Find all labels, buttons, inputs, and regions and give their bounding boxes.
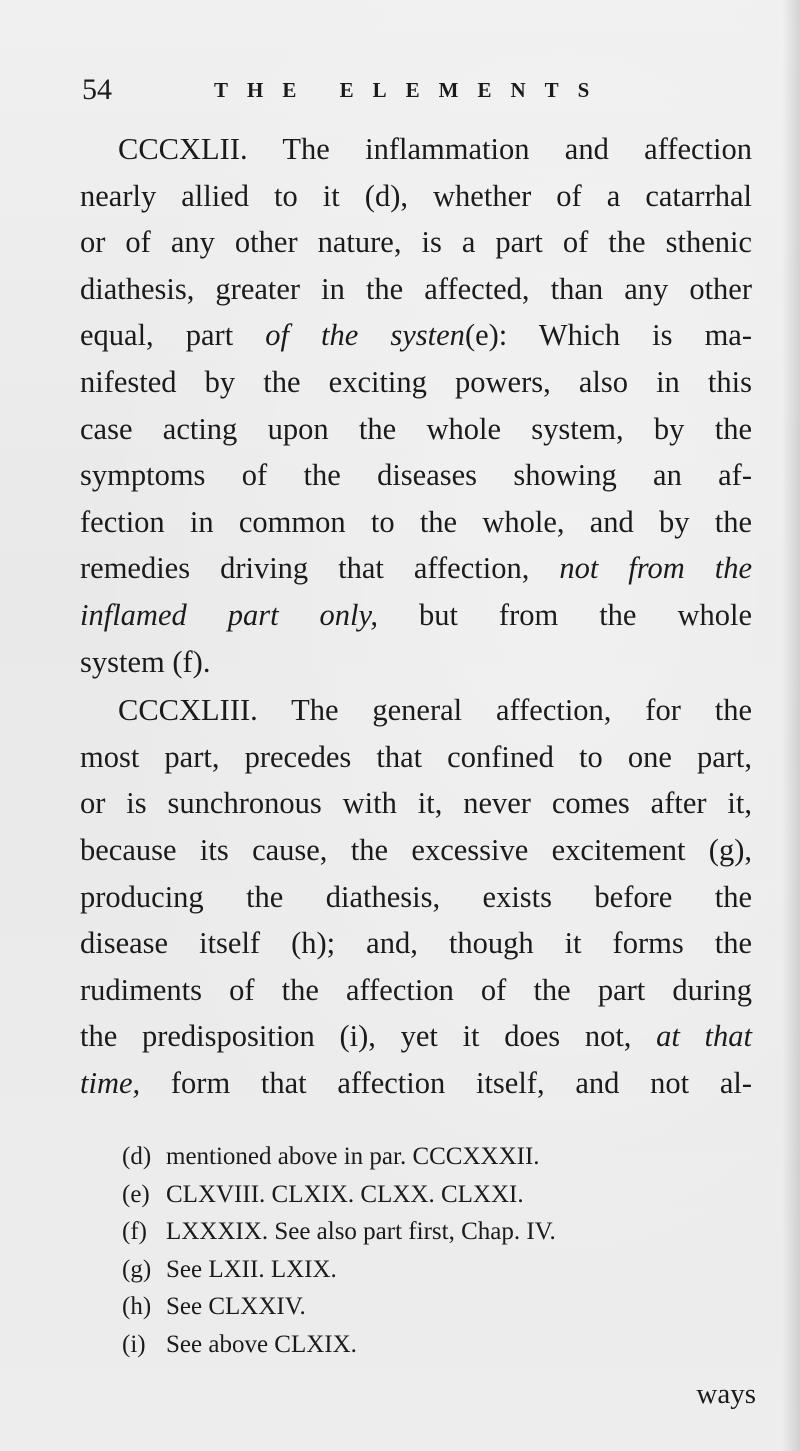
text-line: producing the diathesis, exists before the — [80, 879, 752, 914]
catchword: ways — [696, 1378, 756, 1410]
text-line: or of any other nature, is a part of the sthenic — [80, 225, 752, 260]
body-text — [80, 126, 752, 1106]
footnote-mark: (g) — [122, 1255, 152, 1283]
footnote-text: See above CLXIX. — [166, 1330, 357, 1358]
text-line — [80, 545, 752, 592]
footnote-text: See CLXXIV. — [166, 1293, 306, 1320]
italic-run: time, — [80, 1065, 141, 1100]
footnote-mark: (f) — [122, 1218, 147, 1245]
footnote-text: LXXXIX. See also part first, Chap. IV. — [166, 1218, 556, 1245]
footnote — [122, 1176, 682, 1214]
text-line: disease itself (h); and, though it forms the — [80, 926, 752, 961]
footnote — [122, 1251, 682, 1289]
text-line: diathesis, greater in the affected, than any other — [80, 271, 752, 306]
text-line: system (f). — [80, 644, 211, 679]
footnote-text: See LXII. LXIX. — [166, 1255, 337, 1283]
text-run: but from the whole — [378, 597, 752, 632]
text-line: nifested by the exciting powers, also in this — [80, 364, 752, 399]
text-run: (e): Which is ma- — [464, 318, 752, 353]
text-line: symptoms of the diseases showing an af- — [80, 458, 752, 493]
running-head — [82, 70, 752, 110]
text-line: CCCXLII. The inflammation and affection — [118, 132, 752, 166]
text-run: the predisposition (i), yet it does not, — [80, 1019, 657, 1054]
footnote-mark: (i) — [122, 1330, 146, 1358]
text-run: remedies driving that affection, — [80, 551, 560, 586]
footnote — [122, 1326, 682, 1364]
text-line: or is sunchronous with it, never comes after it, — [80, 786, 752, 821]
footnote — [122, 1138, 682, 1176]
text-run: form that affection itself, and not al- — [140, 1065, 752, 1100]
footnote — [122, 1213, 682, 1251]
footnotes — [122, 1138, 682, 1363]
text-line — [80, 592, 752, 639]
italic-run: of the systen — [265, 318, 465, 353]
text-line: fection in common to the whole, and by the — [80, 504, 752, 539]
footnote-mark: (h) — [122, 1293, 152, 1320]
footnote-mark: (d) — [122, 1143, 152, 1170]
italic-run: not from the — [559, 551, 752, 586]
footnote-text: CLXVIII. CLXIX. CLXX. CLXXI. — [166, 1180, 524, 1208]
italic-run: inflamed part only, — [80, 597, 378, 632]
text-line: rudiments of the affection of the part during — [80, 972, 752, 1007]
text-run: equal, part — [80, 318, 266, 353]
page-number: 54 — [82, 73, 112, 106]
footnote-text: mentioned above in par. CCCXXXII. — [166, 1143, 540, 1170]
text-line: CCCXLIII. The general affection, for the — [118, 693, 752, 728]
text-line: because its cause, the excessive excitement (g), — [80, 832, 752, 867]
footnote — [122, 1288, 682, 1326]
text-line — [80, 312, 752, 359]
text-line: nearly allied to it (d), whether of a catarrhal — [80, 178, 752, 213]
running-title: THE ELEMENTS — [214, 78, 609, 102]
text-line — [80, 1060, 752, 1107]
text-line: most part, precedes that confined to one part, — [80, 739, 752, 774]
italic-run: at that — [656, 1019, 752, 1054]
footnote-mark: (e) — [122, 1180, 150, 1208]
text-line — [80, 1013, 752, 1060]
text-line: case acting upon the whole system, by the — [80, 411, 752, 446]
